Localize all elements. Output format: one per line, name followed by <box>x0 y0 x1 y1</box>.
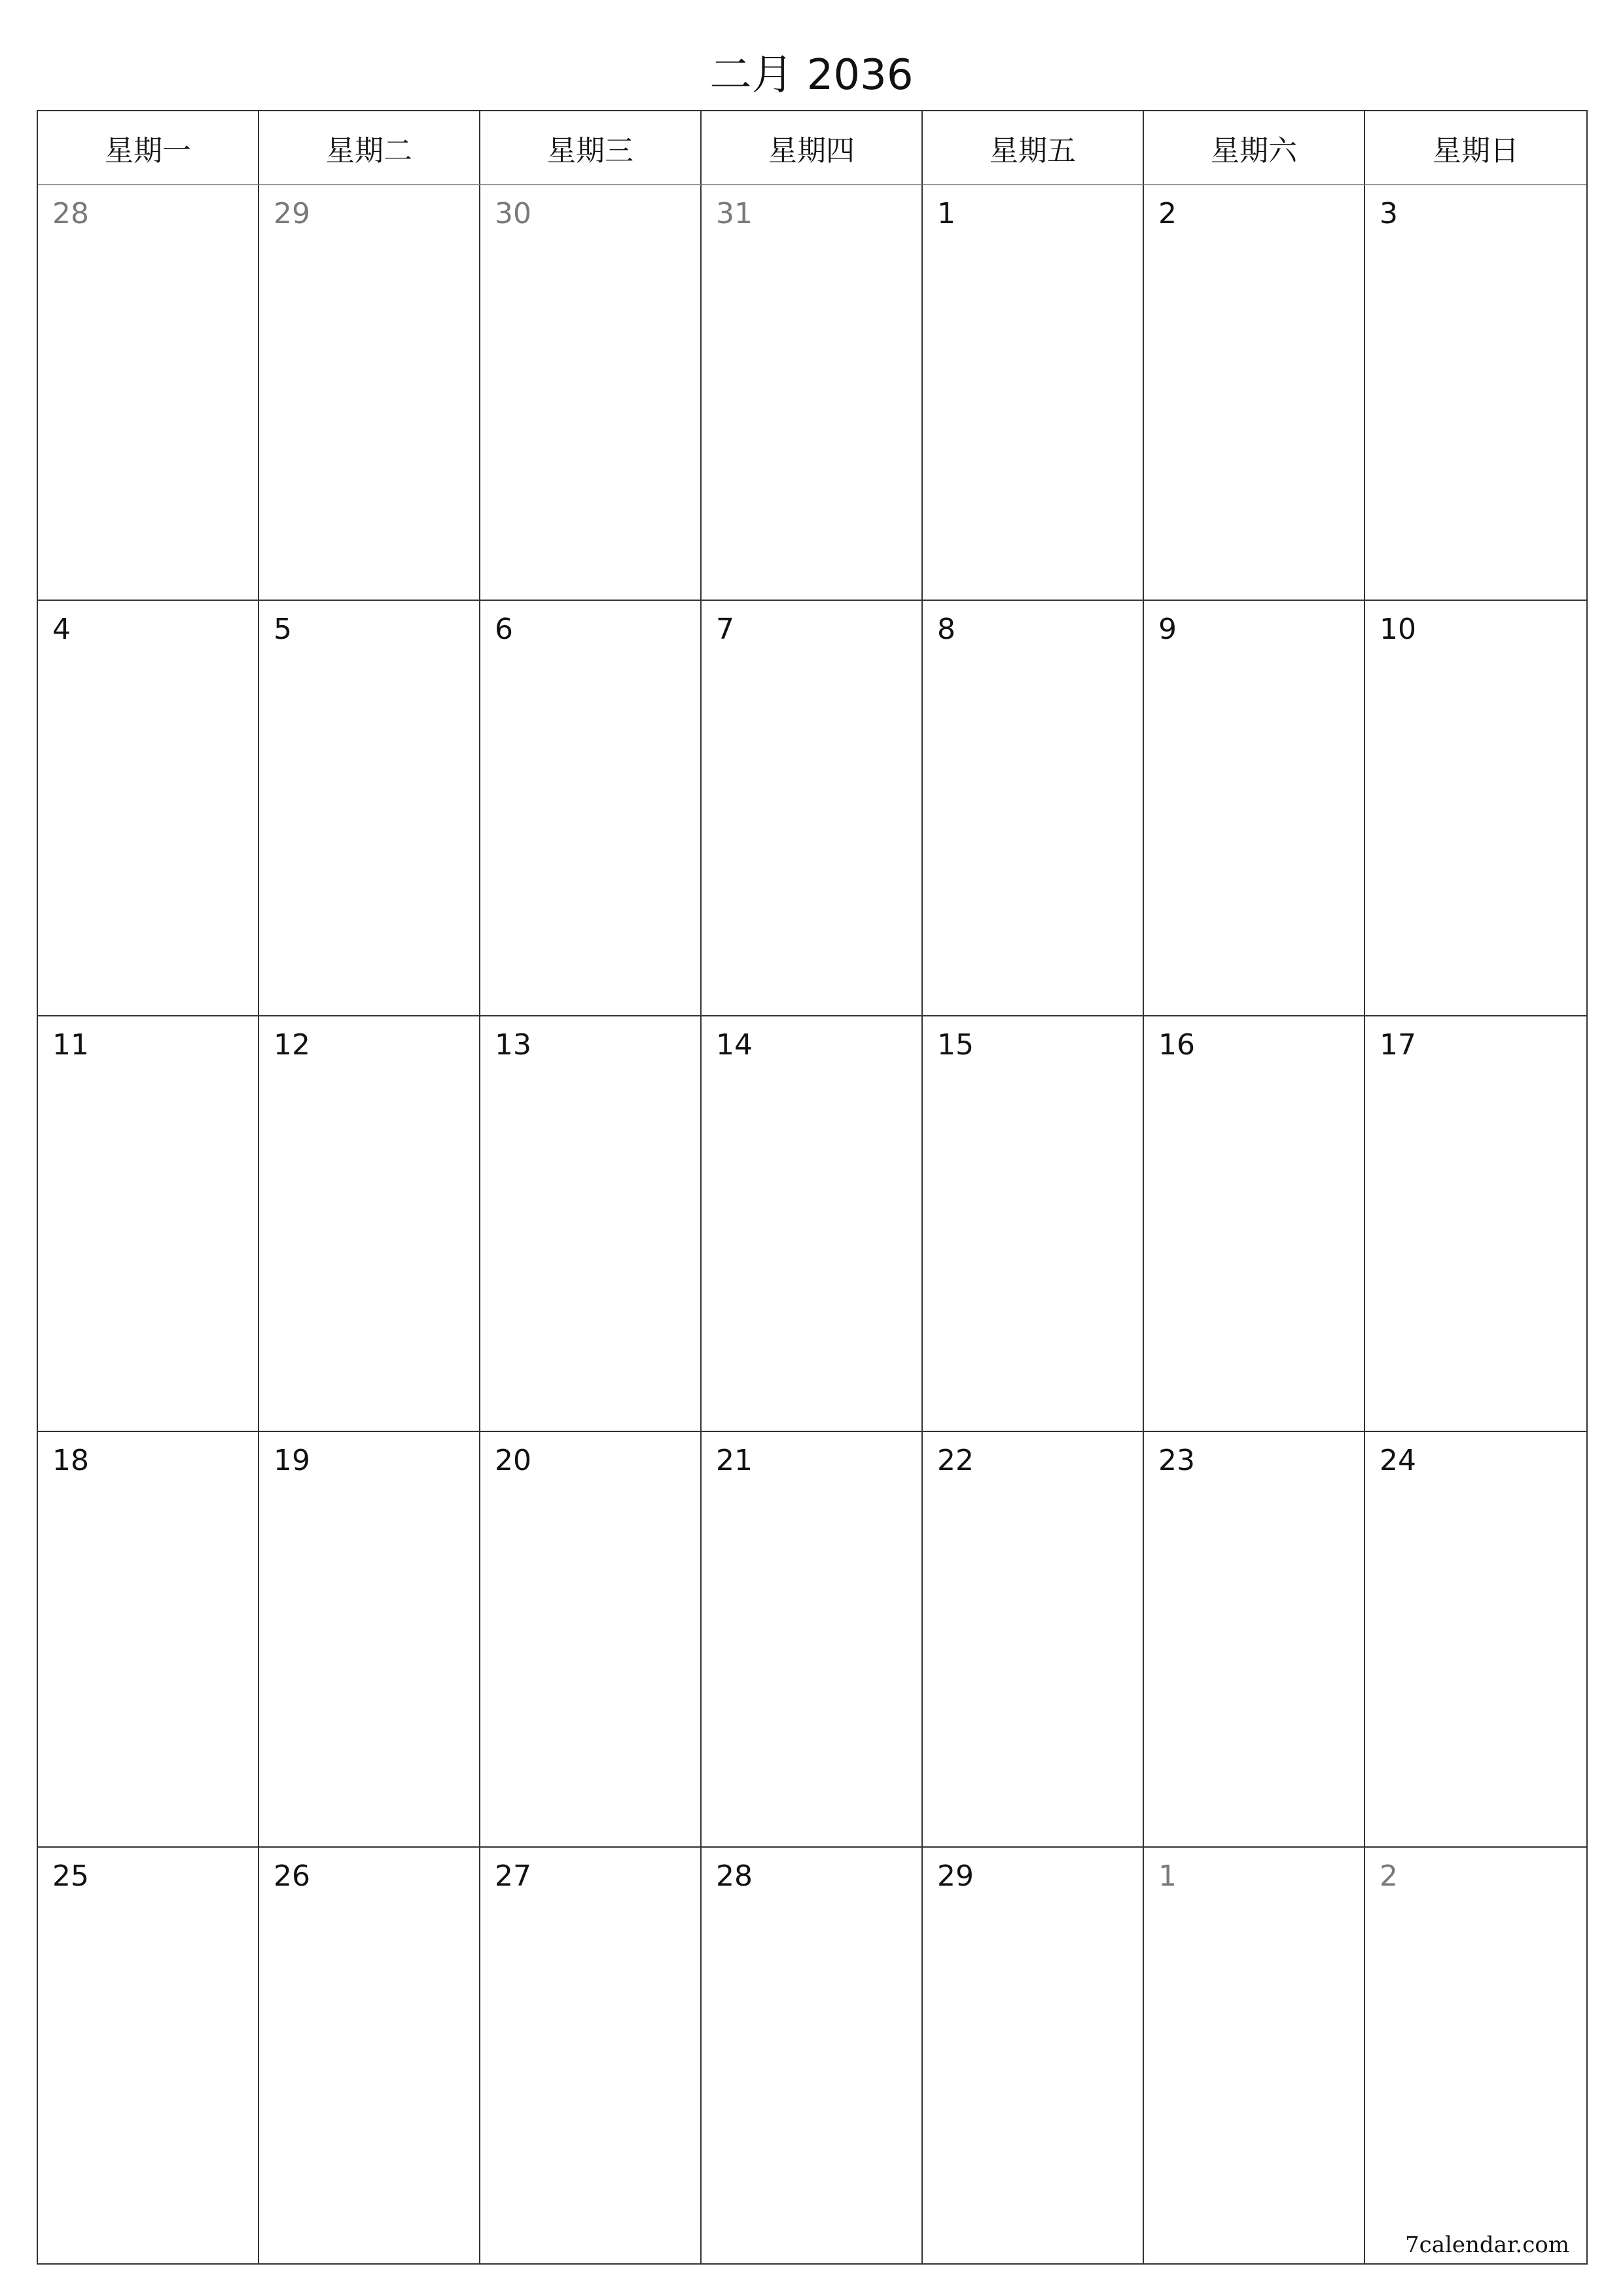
day-number: 2 <box>1158 197 1177 230</box>
day-number: 27 <box>495 1859 531 1893</box>
day-number: 25 <box>52 1859 89 1893</box>
day-cell <box>480 601 702 1016</box>
day-number: 3 <box>1380 197 1398 230</box>
day-number: 20 <box>495 1444 531 1477</box>
day-number: 19 <box>274 1444 310 1477</box>
day-number: 16 <box>1158 1028 1195 1062</box>
day-number: 31 <box>716 197 753 230</box>
day-number: 14 <box>716 1028 753 1062</box>
day-cell <box>702 1848 923 2263</box>
day-cell <box>923 1016 1144 1432</box>
day-cell <box>38 1016 259 1432</box>
day-cell <box>38 601 259 1016</box>
day-number: 22 <box>937 1444 974 1477</box>
day-number: 30 <box>495 197 531 230</box>
day-cell <box>1365 185 1586 601</box>
day-number: 2 <box>1380 1859 1398 1893</box>
day-cell <box>1365 1016 1586 1432</box>
day-number: 26 <box>274 1859 310 1893</box>
day-number: 1 <box>937 197 955 230</box>
day-number: 4 <box>52 613 71 646</box>
day-cell <box>480 185 702 601</box>
day-cell <box>702 1432 923 1848</box>
day-cell <box>38 1848 259 2263</box>
site-credit: 7calendar.com <box>1405 2232 1569 2258</box>
weekday-header-thu: 星期四 <box>702 111 923 185</box>
day-cell <box>923 185 1144 601</box>
weekday-header-sun: 星期日 <box>1365 111 1586 185</box>
day-number: 18 <box>52 1444 89 1477</box>
day-number: 29 <box>274 197 310 230</box>
day-number: 9 <box>1158 613 1177 646</box>
weekday-header-wed: 星期三 <box>480 111 702 185</box>
day-number: 29 <box>937 1859 974 1893</box>
day-number: 28 <box>52 197 89 230</box>
day-number: 1 <box>1158 1859 1177 1893</box>
day-cell <box>38 185 259 601</box>
weekday-header-mon: 星期一 <box>38 111 259 185</box>
day-number: 6 <box>495 613 513 646</box>
day-number: 11 <box>52 1028 89 1062</box>
weekday-header-tue: 星期二 <box>259 111 480 185</box>
day-number: 10 <box>1380 613 1416 646</box>
day-cell <box>702 1016 923 1432</box>
day-number: 15 <box>937 1028 974 1062</box>
month-grid <box>37 110 1588 2265</box>
day-cell <box>480 1016 702 1432</box>
day-cell <box>259 1432 480 1848</box>
day-number: 13 <box>495 1028 531 1062</box>
weekday-header-fri: 星期五 <box>923 111 1144 185</box>
day-cell <box>1365 601 1586 1016</box>
weekday-header-sat: 星期六 <box>1144 111 1365 185</box>
day-cell <box>923 1432 1144 1848</box>
day-cell <box>1365 1848 1586 2263</box>
calendar-title: 二月 2036 <box>709 51 914 99</box>
day-cell <box>480 1848 702 2263</box>
day-cell <box>259 185 480 601</box>
day-cell <box>1144 185 1365 601</box>
day-cell <box>259 1016 480 1432</box>
day-cell <box>259 601 480 1016</box>
day-cell <box>38 1432 259 1848</box>
day-number: 8 <box>937 613 955 646</box>
day-cell <box>259 1848 480 2263</box>
day-cell <box>702 601 923 1016</box>
day-number: 7 <box>716 613 734 646</box>
day-number: 24 <box>1380 1444 1416 1477</box>
day-cell <box>1144 1848 1365 2263</box>
day-number: 17 <box>1380 1028 1416 1062</box>
day-cell <box>480 1432 702 1848</box>
day-cell <box>1144 601 1365 1016</box>
day-cell <box>923 601 1144 1016</box>
day-cell <box>1144 1016 1365 1432</box>
day-number: 12 <box>274 1028 310 1062</box>
day-number: 5 <box>274 613 292 646</box>
day-number: 23 <box>1158 1444 1195 1477</box>
day-cell <box>702 185 923 601</box>
day-cell <box>1365 1432 1586 1848</box>
day-number: 28 <box>716 1859 753 1893</box>
day-cell <box>1144 1432 1365 1848</box>
day-cell <box>923 1848 1144 2263</box>
day-number: 21 <box>716 1444 753 1477</box>
